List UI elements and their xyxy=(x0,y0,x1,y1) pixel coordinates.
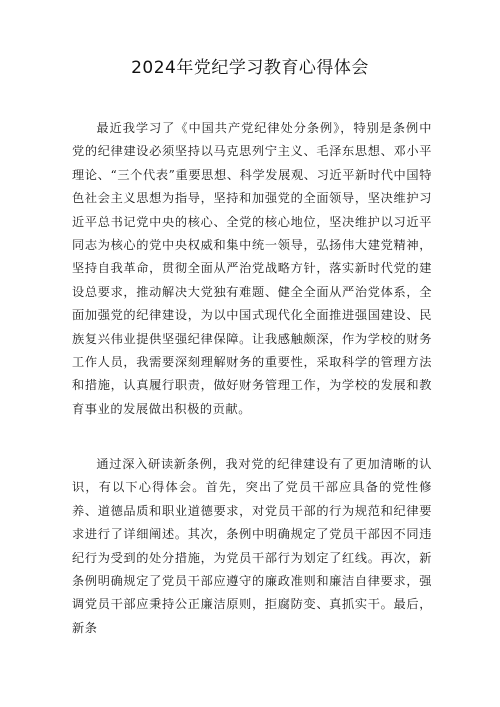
paragraph-2: 通过深入研读新条例，我对党的纪律建设有了更加清晰的认识，有以下心得体会。首先，突出了党员干部应具备的党性修养、道德品质和职业道德要求，对党员干部的行为规范和纪律要求进行了详细阐述。其次，条例中明确规定了党员干部因不同违纪行为受到的处分措施，为党员干部行为划定了红线。再次，新条例明确规定了党员干部应遵守的廉政准则和廉洁自律要求，强调党员干部应秉持公正廉洁原则，拒腐防变、真抓实干。最后，新条 xyxy=(72,457,432,635)
document-title: 2024年党纪学习教育心得体会 xyxy=(131,58,369,78)
paragraph-1: 最近我学习了《中国共产党纪律处分条例》，特别是条例中党的纪律建设必须坚持以马克思列宁主义、毛泽东思想、邓小平理论、“三个代表”重要思想、科学发展观、习近平新时代中国特色社会主义思想为指导，坚持和加强党的全面领导，坚决维护习近平总书记党中央的核心、全党的核心地位，坚决维护以习近平同志为核心的党中央权威和集中统一领导，弘扬伟大建党精神，坚持自我革命，贯彻全面从严治党战略方针，落实新时代党的建设总要求，推动解决大党独有难题、健全全面从严治党体系，全面加强党的纪律建设，为以中国式现代化全面推进强国建设、民族复兴伟业提供坚强纪律保障。让我感触颇深，作为学校的财务工作人员，我需要深刻理解财务的重要性，采取科学的管理方法和措施，认真履行职责，做好财务管理工作，为学校的发展和教育事业的发展做出积极的贡献。 xyxy=(72,121,432,416)
